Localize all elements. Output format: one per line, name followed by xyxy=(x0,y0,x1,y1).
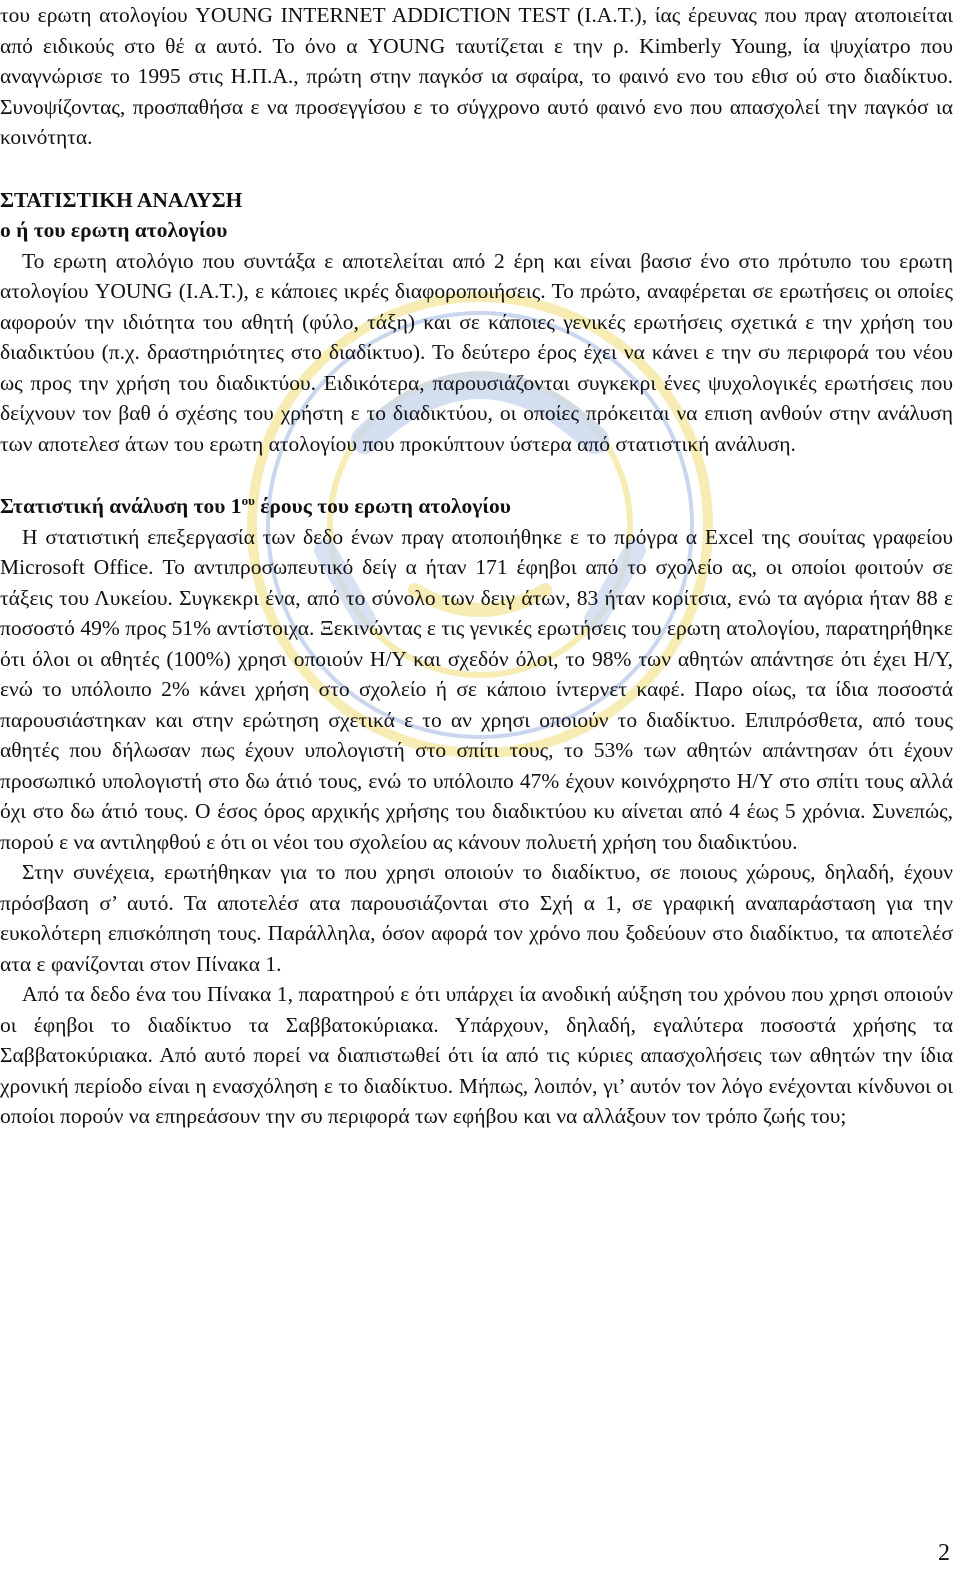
subsection-heading-structure: ο ή του ερωτη ατολογίου xyxy=(0,218,228,242)
analysis-paragraph-3: Από τα δεδο ένα του Πίνακα 1, παρατηρού ε ότι υπάρχει ία ανοδική αύξηση του χρόνου που χρησι οποιούν οι έφηβοι το διαδίκτυο τα Σαββατοκύριακα. Υπάρχουν, δηλαδή, εγαλύτερα ποσοστά χρήσης τα Σαββατοκύριακα. Από αυτό πορεί να διαπιστωθεί ότι ία από τις κύριες απασχολήσεις των αθητών την ίδια χρονική περίοδο είναι η ενασχόληση ε το διαδίκτυο. Μήπως, λοιπόν, γι’ αυτόν τον λόγο ενέχονται κίνδυνοι οι οποίοι πορούν να επηρεάσουν την συ περιφορά των εφήβου και να αλλάξουν τον τρόπο ζωής του; xyxy=(0,982,953,1128)
page-number: 2 xyxy=(938,1540,950,1566)
heading-superscript: ου xyxy=(241,493,255,508)
structure-paragraph: Το ερωτη ατολόγιο που συντάξα ε αποτελείται από 2 έρη και είναι βασισ ένο στο πρότυπο του ερωτη ατολογίου YOUNG (I.A.T.), ε κάποιες ικρές διαφοροποιήσεις. Το πρώτο, αναφέρεται σε ερωτήσεις οι οποίες αφορούν την ιδιότητα του αθητή (φύλο, τάξη) και σε κάποιες γενικές ερωτήσεις σχετικά ε την χρήση του διαδικτύου (π.χ. δραστηριότητες στο διαδίκτυο). Το δεύτερο έρος έχει να κάνει ε την συ περιφορά του νέου ως προς την χρήση του διαδικτύου. Ειδικότερα, παρουσιάζονται συγκεκρι ένες ψυχολογικές ερωτήσεις που δείχνουν τον βαθ ό σχέσης του χρήστη ε το διαδικτύου, οι οποίες πρόκειται να επιση ανθούν στην ανάλυση των αποτελεσ άτων του ερωτη ατολογίου που προκύπτουν ύστερα από στατιστική ανάλυση. xyxy=(0,248,953,456)
intro-paragraph: του ερωτη ατολογίου YOUNG INTERNET ADDICTION TEST (I.A.T.), ίας έρευνας που πραγ ατοποιείται από ειδικούς στο θέ α αυτό. Το όνο α YOUNG ταυτίζεται ε την ρ. Kimberly Young, ία ψυχίατρο που αναγνώρισε το 1995 στις Η.Π.Α., πρώτη στην παγκόσ ια σφαίρα, το φαινό ενο του εθισ ού στο διαδίκτυο. Συνοψίζοντας, προσπαθήσα ε να προσεγγίσου ε το σύγχρονο αυτό φαινό ενο που απασχολεί την παγκόσ ια κοινότητα. xyxy=(0,3,953,149)
analysis-paragraph-1: Η στατιστική επεξεργασία των δεδο ένων πραγ ατοποιήθηκε ε το πρόγρα α Excel της σουίτας γραφείου Microsoft Office. Το αντιπροσωπευτικό δείγ α ήταν 171 έφηβοι από το σχολείο ας, οι οποίοι φοιτούν σε τάξεις του Λυκείου. Συγκεκρι ένα, από το σύνολο των δειγ άτων, 83 ήταν κορίτσια, ενώ τα αγόρια ήταν 88 ε ποσοστό 49% προς 51% αντίστοιχα. Ξεκινώντας ε τις γενικές ερωτήσεις του ερωτη ατολογίου, παρατηρήθηκε ότι όλοι οι αθητές (100%) χρησι οποιούν Η/Υ και σχεδόν όλοι, το 98% των αθητών απάντησε ότι έχει Η/Υ, ενώ το υπόλοιπο 2% κάνει χρήση στο σχολείο ή σε κάποιο ίντερνετ καφέ. Παρο οίως, τα ίδια ποσοστά παρουσιάστηκαν και στην ερώτηση σχετικά ε το αν χρησι οποιούν το διαδίκτυο. Επιπρόσθετα, από τους αθητές που δήλωσαν πως έχουν υπολογιστή στο σπίτι τους, το 53% των αθητών απάντησαν ότι έχουν προσωπικό υπολογιστή στο δω άτιό τους, ενώ το υπόλοιπο 47% έχουν κοινόχρηστο Η/Υ στο σπίτι τους αλλά όχι στο δω άτιό τους. Ο έσος όρος αρχικής χρήσης του διαδικτύου κυ αίνεται από 4 έως 5 χρόνια. Συνεπώς, πορού ε να αντιληφθού ε ότι οι νέοι του σχολείου ας κάνουν πολυετή χρήση του διαδικτύου. xyxy=(0,524,953,854)
heading-text-before: Στατιστική ανάλυση του 1 xyxy=(0,494,242,518)
subsection-heading-part1 xyxy=(0,491,953,522)
heading-text-after: έρους του ερωτη ατολογίου xyxy=(254,494,511,518)
section-heading: ΣΤΑΤΙΣΤΙΚΗ ΑΝΑΛΥΣΗ xyxy=(0,187,243,212)
analysis-paragraph-2: Στην συνέχεια, ερωτήθηκαν για το που χρησι οποιούν το διαδίκτυο, σε ποιους χώρους, δηλαδή, έχουν πρόσβαση σ’ αυτό. Τα αποτελέσ ατα παρουσιάζονται στο Σχή α 1, σε γραφική αναπαράσταση για την ευκολότερη επισκόπηση τους. Παράλληλα, όσον αφορά τον χρόνο που ξοδεύουν στο διαδίκτυο, τα αποτελέσ ατα ε φανίζονται στον Πίνακα 1. xyxy=(0,860,953,976)
